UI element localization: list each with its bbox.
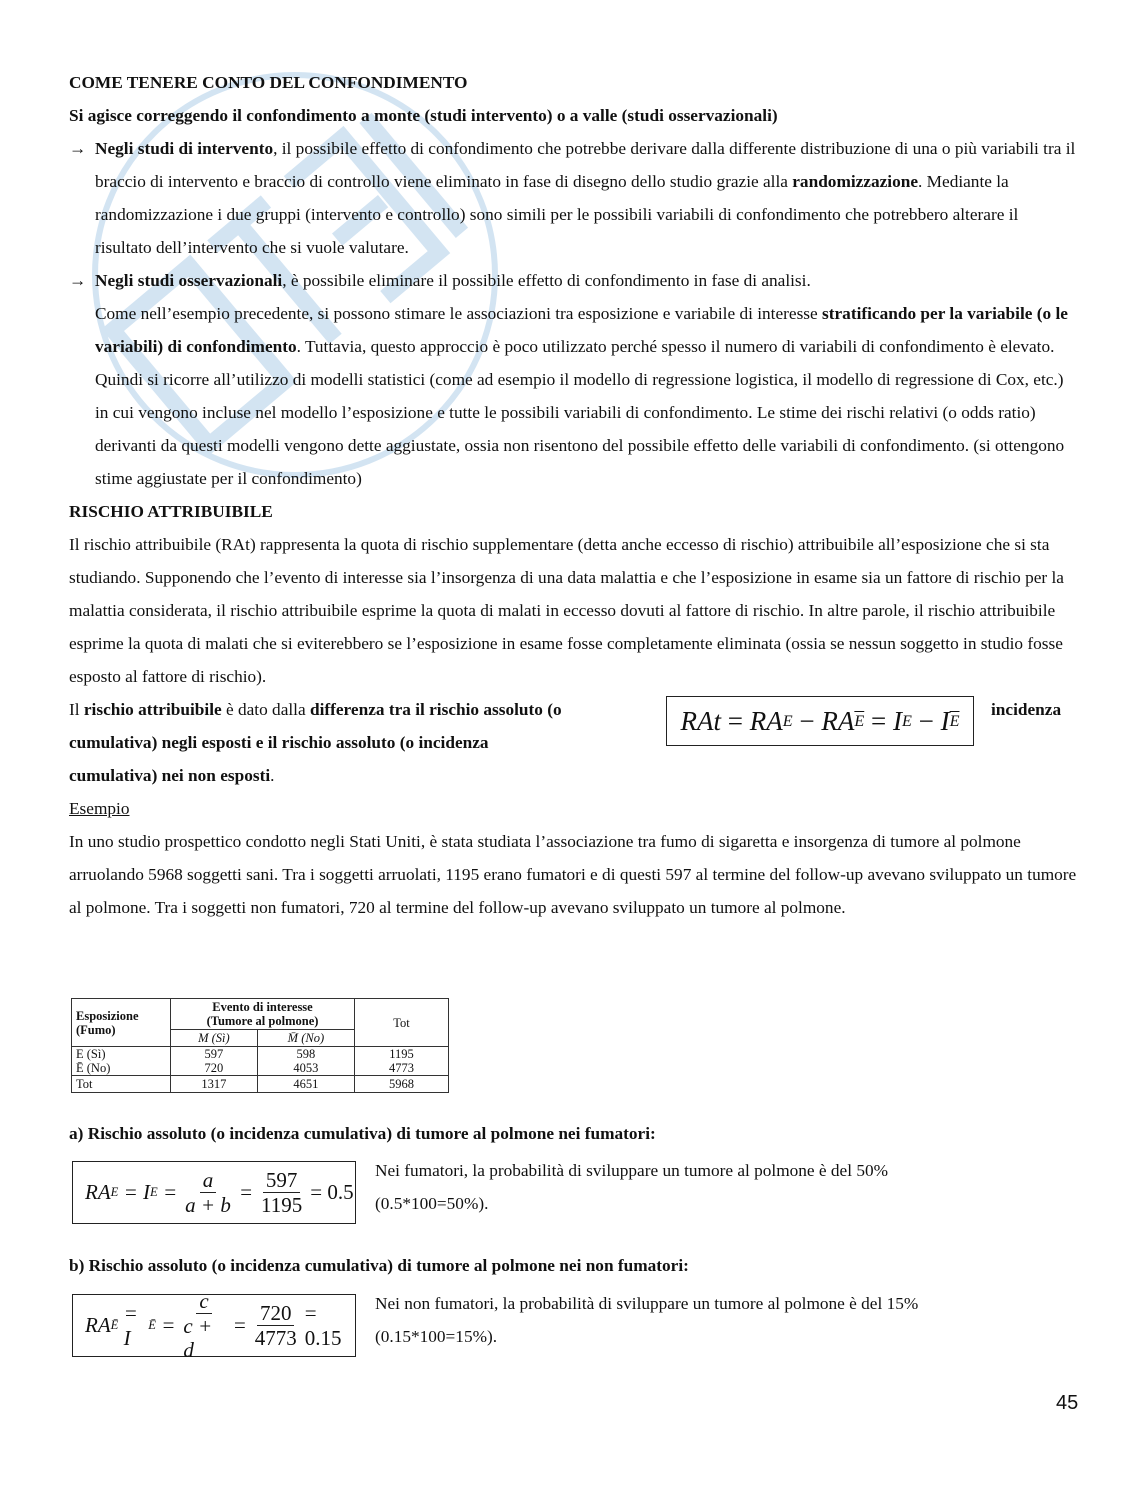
bullet-text: . Mediante la randomizzazione i due gruppi (intervento e controllo) sono simili per le possibili variabili di confondimento che potrebbero alterare il risultato dell’intervento che si vuole valutare. bbox=[95, 172, 1019, 257]
header-exposure: Esposizione (Fumo) bbox=[72, 999, 171, 1047]
definition-row: Il rischio attribuibile è dato dalla differenza tra il rischio assoluto (o cumulativa) negli esposti e il rischio assoluto (o incidenza cumulativa) nei non esposti. incidenza RAt = RA E − RA $\overline{E}$ = I E − I $\overline{E}$ bbox=[69, 693, 1079, 792]
bullet-lead: Negli studi di intervento bbox=[95, 139, 274, 158]
header-event: Evento di interesse (Tumore al polmone) bbox=[171, 999, 355, 1030]
bullet-osservazionali bbox=[69, 264, 1079, 495]
header-m-no: M̄ (No) bbox=[257, 1030, 354, 1047]
item-a-title: a) Rischio assoluto (o incidenza cumulativa) di tumore al polmone nei fumatori: bbox=[69, 1124, 656, 1143]
table-row: Ē (No) 720 4053 4773 bbox=[72, 1061, 449, 1076]
bullet-text: Come nell’esempio precedente, si possono stimare le associazioni tra esposizione e variabile di interesse bbox=[95, 304, 823, 323]
formula-b: RA Ē = I Ē = $\frac{c}{c + d}$ = $\frac{720}{4773}$ = 0.15 bbox=[72, 1294, 356, 1357]
bullet-text: , è possibile eliminare il possibile effetto di confondimento in fase di analisi. bbox=[282, 271, 811, 290]
arrow-icon: → bbox=[69, 139, 87, 158]
page-number: 45 bbox=[1056, 1392, 1079, 1414]
formula-rat: RAt = RA E − RA $\overline{E}$ = I E − I $\overline{E}$ bbox=[666, 696, 974, 746]
item-a-text: Nei fumatori, la probabilità di sviluppare un tumore al polmone è del 50% (0.5*100=50%). bbox=[375, 1161, 889, 1213]
table-row-total: Tot 1317 4651 5968 bbox=[72, 1076, 449, 1093]
definition-word: incidenza bbox=[991, 700, 1062, 719]
paragraph-rischio: Il rischio attribuibile (RAt) rappresenta la quota di rischio supplementare (detta anche eccesso di rischio) attribuibile all’esposizione che si sta studiando. Supponendo che l’evento di interesse sia l’insorgenza di una data malattia e che l’esposizione in esame sia un fattore di rischio per la malattia considerata, il rischio attribuibile esprime la quota di malati in eccesso dovuti al fattore di rischio. In altre parole, il rischio attribuibile esprime la quota di malati che si eviterebbero se l’esposizione in esame fosse completamente eliminata (ossia se nessun soggetto in studio fosse esposto al fattore di rischio). bbox=[69, 535, 1064, 686]
section-title-rischio: RISCHIO ATTRIBUIBILE bbox=[69, 502, 273, 521]
bullet-intervento bbox=[69, 132, 1079, 264]
bullet-bold: stratificando per la variabile (o le variabili) di confondimento bbox=[95, 304, 1068, 356]
contingency-table bbox=[71, 998, 449, 1093]
table-row: E (Sì) 597 598 1195 bbox=[72, 1047, 449, 1062]
header-total: Tot bbox=[355, 999, 449, 1047]
header-m-yes: M (Sì) bbox=[171, 1030, 258, 1047]
example-label: Esempio bbox=[69, 799, 130, 818]
bullet-text: , il possibile effetto di confondimento che potrebbe derivare dalla differente distribuzione di una o più variabili tra il braccio di intervento e braccio di controllo viene eliminato in fase di disegno dello studio grazie alla bbox=[95, 139, 1076, 191]
section-title-confondimento: COME TENERE CONTO DEL CONFONDIMENTO bbox=[69, 73, 468, 92]
item-b-title: b) Rischio assoluto (o incidenza cumulativa) di tumore al polmone nei non fumatori: bbox=[69, 1256, 689, 1275]
section-subtitle: Si agisce correggendo il confondimento a monte (studi intervento) o a valle (studi osservazionali) bbox=[69, 106, 778, 125]
arrow-icon: → bbox=[69, 271, 87, 290]
item-b-text: Nei non fumatori, la probabilità di sviluppare un tumore al polmone è del 15% (0.15*100=15%). bbox=[375, 1294, 919, 1346]
bullet-bold: randomizzazione bbox=[792, 172, 919, 191]
bullet-text: . Tuttavia, questo approccio è poco utilizzato perché spesso il numero di variabili di confondimento è elevato. Quindi si ricorre all’utilizzo di modelli statistici (come ad esempio il modello di regressione logistica, il modello di regressione di Cox, etc.) in cui vengono incluse nel modello l’esposizione e tutte le possibili variabili di confondimento. Le stime dei rischi relativi (o odds ratio) derivanti da questi modelli vengono dette aggiustate, ossia non risentono del possibile effetto delle variabili di confondimento. (si ottengono stime aggiustate per il confondimento) bbox=[95, 337, 1065, 488]
formula-a: RA E = I E = $\frac{a}{a + b}$ = $\frac{597}{1195}$ = 0.5 bbox=[72, 1161, 356, 1224]
bullet-lead: Negli studi osservazionali bbox=[95, 271, 283, 290]
example-text: In uno studio prospettico condotto negli Stati Uniti, è stata studiata l’associazione tra fumo di sigaretta e insorgenza di tumore al polmone arruolando 5968 soggetti sani. Tra i soggetti arruolati, 1195 erano fumatori e di questi 597 al termine del follow-up avevano sviluppato un tumore al polmone. Tra i soggetti non fumatori, 720 al termine del follow-up avevano sviluppato un tumore al polmone. bbox=[69, 832, 1077, 917]
document-body bbox=[69, 66, 1079, 924]
